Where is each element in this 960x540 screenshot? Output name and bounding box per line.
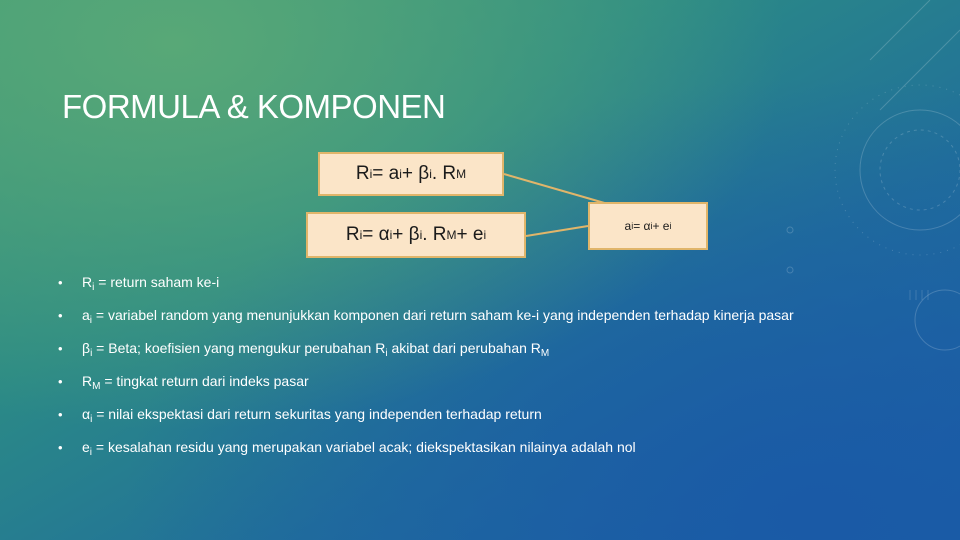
formula-box-expanded: R i = α i + β i . R M + e i: [306, 212, 526, 258]
list-item: • $R_M$ = tingkat return dari indeks pasar: [58, 373, 309, 392]
bullet-icon: •: [58, 308, 63, 323]
list-item: • $\beta_i$ = Beta; koefisien yang mengukur perubahan $R_i$ akibat dari perubahan $R_M$: [58, 340, 550, 359]
bullet-icon: •: [58, 440, 63, 455]
component-list: [58, 274, 878, 472]
list-item: • $e_i$ = kesalahan residu yang merupakan variabel acak; diekspektasikan nilainya adalah nol: [58, 439, 636, 458]
formula-box-alpha: a i = α i + e i: [588, 202, 708, 250]
bullet-icon: •: [58, 407, 63, 422]
list-item: • $R_i$ = return saham ke-i: [58, 274, 220, 293]
bullet-icon: •: [58, 275, 63, 290]
page-title: FORMULA & KOMPONEN: [62, 88, 446, 125]
formula-box-single-index: R i = a i + β i . R M: [318, 152, 504, 196]
list-item: • $a_i$ = variabel random yang menunjukkan komponen dari return saham ke-i yang independen terhadap kinerja pasar: [58, 307, 794, 326]
bullet-icon: •: [58, 341, 63, 356]
list-item: • $\alpha_i$ = nilai ekspektasi dari return sekuritas yang independen terhadap return: [58, 406, 542, 425]
bullet-icon: •: [58, 374, 63, 389]
